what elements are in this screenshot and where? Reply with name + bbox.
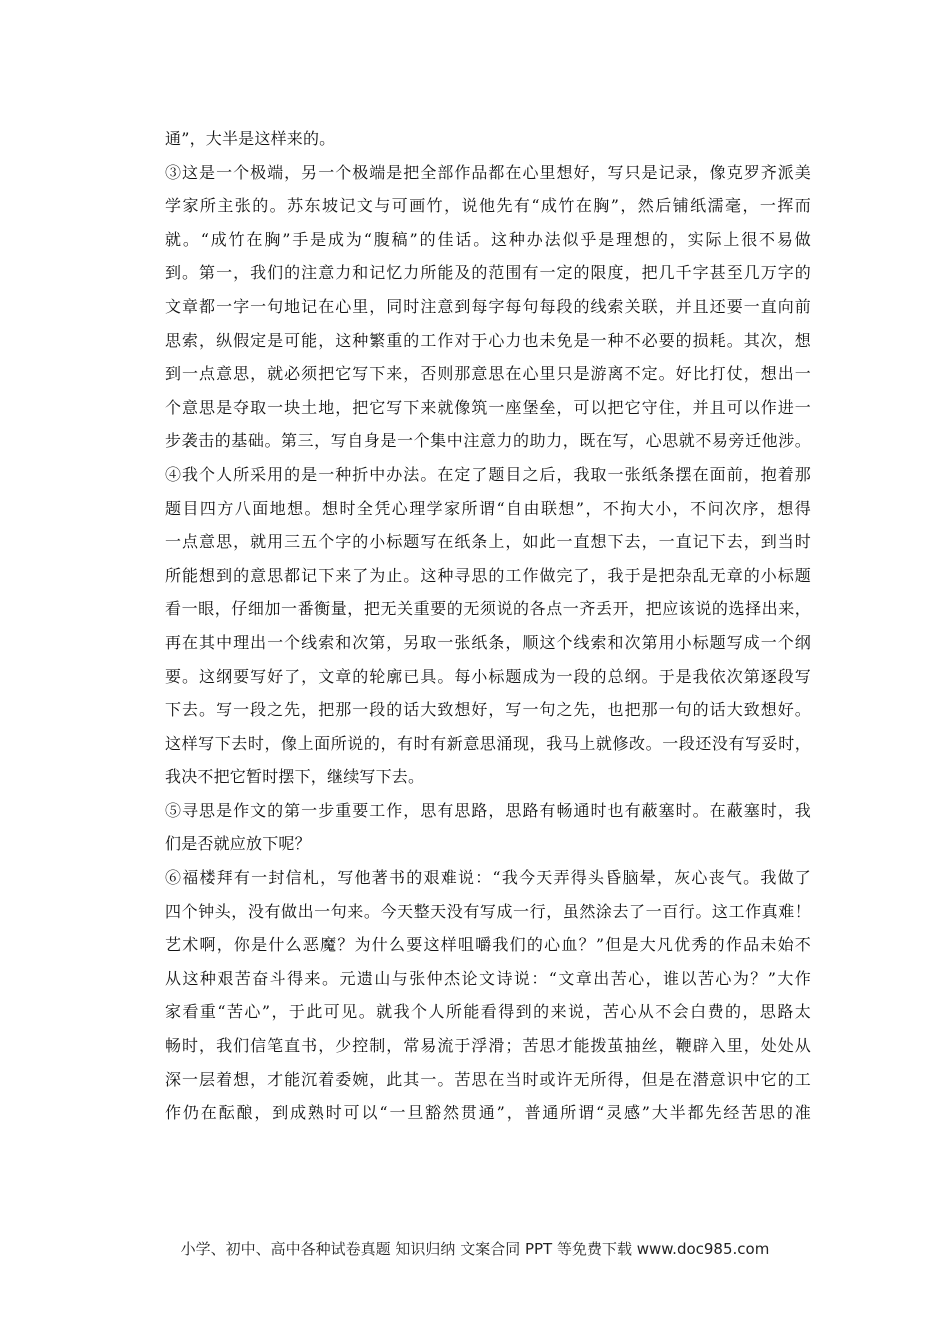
text-line: ④我个人所采用的是一种折中办法。在定了题目之后，我取一张纸条摆在面前，抱着那 bbox=[165, 464, 811, 484]
text-line: ⑤寻思是作文的第一步重要工作，思有思路，思路有畅通时也有蔽塞时。在蔽塞时，我 bbox=[165, 800, 811, 820]
text-line: 艺术啊，你是什么恶魔？为什么要这样咀嚼我们的心血？”但是大凡优秀的作品未始不 bbox=[165, 935, 811, 955]
text-line: ③这是一个极端，另一个极端是把全部作品都在心里想好，写只是记录，像克罗齐派美 bbox=[165, 162, 811, 182]
text-line: 一点意思，就用三五个字的小标题写在纸条上，如此一直想下去，一直记下去，到当时 bbox=[165, 532, 811, 552]
document-body bbox=[165, 122, 811, 1130]
text-line: 通”，大半是这样来的。 bbox=[165, 129, 336, 148]
text-line: 这样写下去时，像上面所说的，有时有新意思涌现，我马上就修改。一段还没有写妥时， bbox=[165, 733, 811, 753]
text-line: 从这种艰苦奋斗得来。元遗山与张仲杰论文诗说：“文章出苦心，谁以苦心为？”大作 bbox=[165, 968, 811, 988]
text-line: 要。这纲要写好了，文章的轮廓已具。每小标题成为一段的总纲。于是我依次第逐段写 bbox=[165, 666, 811, 686]
text-line: 题目四方八面地想。想时全凭心理学家所谓“自由联想”，不拘大小，不问次序，想得 bbox=[165, 498, 811, 518]
text-line: 家看重“苦心”，于此可见。就我个人所能看得到的来说，苦心从不会白费的，思路太 bbox=[165, 1002, 811, 1022]
text-line: ⑥福楼拜有一封信札，写他著书的艰难说：“我今天弄得头昏脑晕，灰心丧气。我做了 bbox=[165, 868, 811, 888]
text-line: 思索，纵假定是可能，这种繁重的工作对于心力也未免是一种不必要的损耗。其次，想 bbox=[165, 330, 811, 350]
text-line: 步袭击的基础。第三，写自身是一个集中注意力的助力，既在写，心思就不易旁迁他涉。 bbox=[165, 431, 811, 451]
text-line: 到。第一，我们的注意力和记忆力所能及的范围有一定的限度，把几千字甚至几万字的 bbox=[165, 263, 811, 283]
text-line: 四个钟头，没有做出一句来。今天整天没有写成一行，虽然涂去了一百行。这工作真难！ bbox=[165, 901, 811, 921]
text-line: 看一眼，仔细加一番衡量，把无关重要的无须说的各点一齐丢开，把应该说的选择出来， bbox=[165, 599, 811, 619]
text-line: 就。“成竹在胸”手是成为“腹稿”的佳话。这种办法似乎是理想的，实际上很不易做 bbox=[165, 229, 811, 249]
text-line: 所能想到的意思都记下来了为止。这种寻思的工作做完了，我于是把杂乱无章的小标题 bbox=[165, 565, 811, 585]
text-line: 畅时，我们信笔直书，少控制，常易流于浮滑；苦思才能拨茧抽丝，鞭辟入里，处处从 bbox=[165, 1036, 811, 1056]
text-line: 学家所主张的。苏东坡记文与可画竹，说他先有“成竹在胸”，然后铺纸濡毫，一挥而 bbox=[165, 196, 811, 216]
text-line: 个意思是夺取一块土地，把它写下来就像筑一座堡垒，可以把它守住，并且可以作进一 bbox=[165, 397, 811, 417]
text-line: 再在其中理出一个线索和次第，另取一张纸条，顺这个线索和次第用小标题写成一个纲 bbox=[165, 632, 811, 652]
page-footer: 小学、初中、高中各种试卷真题 知识归纳 文案合同 PPT 等免费下载 www.doc985.com bbox=[180, 1240, 770, 1258]
text-line: 文章都一字一句地记在心里，同时注意到每字每句每段的线索关联，并且还要一直向前 bbox=[165, 296, 811, 316]
text-line: 们是否就应放下呢？ bbox=[165, 834, 311, 854]
text-line: 作仍在酝酿，到成熟时可以“一旦豁然贯通”，普通所谓“灵感”大半都先经苦思的准 bbox=[165, 1103, 811, 1123]
text-line: 下去。写一段之先，把那一段的话大致想好，写一句之先，也把那一句的话大致想好。 bbox=[165, 700, 811, 720]
text-line: 我决不把它暂时摆下，继续写下去。 bbox=[165, 767, 425, 787]
text-line: 到一点意思，就必须把它写下来，否则那意思在心里只是游离不定。好比打仗，想出一 bbox=[165, 364, 811, 384]
text-line: 深一层着想，才能沉着委婉，此其一。苦思在当时或许无所得，但是在潜意识中它的工 bbox=[165, 1069, 811, 1089]
